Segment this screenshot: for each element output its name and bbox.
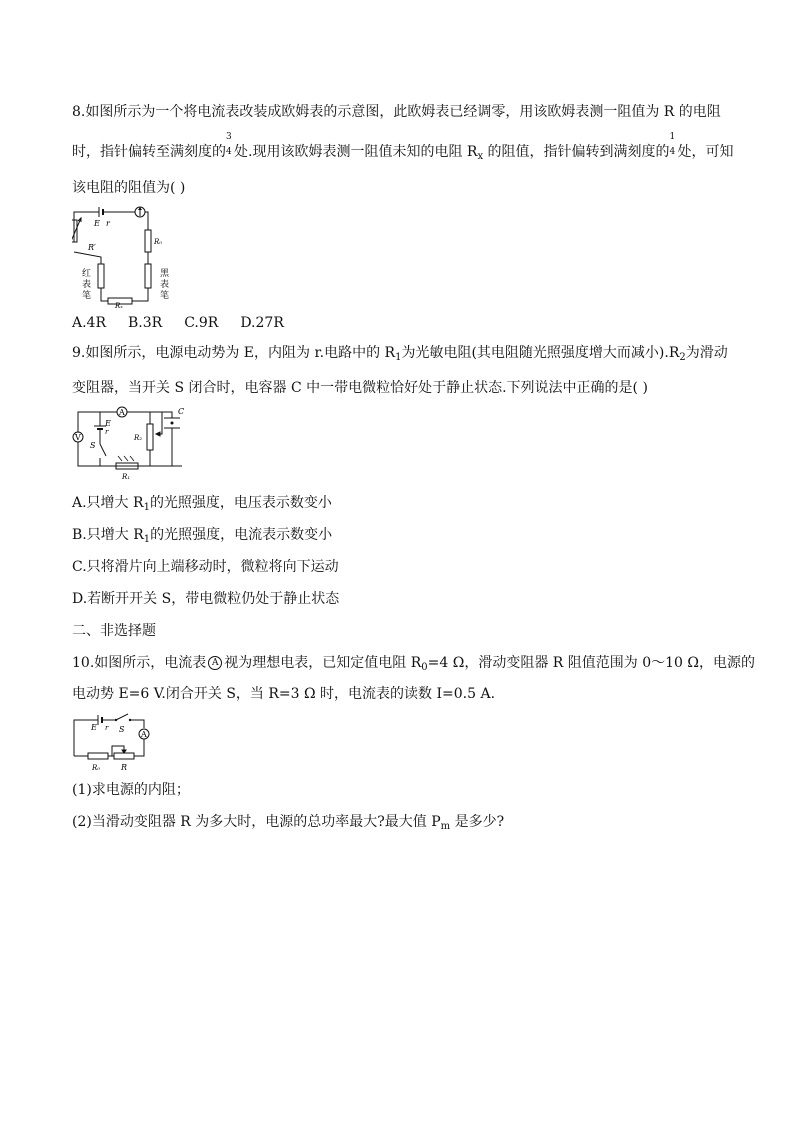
q9-label-R2: R₂ <box>134 434 143 442</box>
q9-line-1: 9.如图所示，电源电动势为 E，内阻为 r.电路中的 $R_1$为光敏电阻(其电阻随光照强度增大而减小)$.R_2$为滑动 <box>72 345 728 363</box>
q9-label-C: C <box>178 407 185 416</box>
q8-label-red-2: 表 <box>82 280 92 290</box>
q8-label-black-3: 笔 <box>160 291 170 301</box>
q9-label-V: V <box>75 433 81 442</box>
q8-label-red-1: 红 <box>82 269 92 279</box>
q9-option-d: D.若断开开关 S，带电微粒仍处于静止状态 <box>72 591 340 607</box>
q9-label-E: E <box>105 419 111 428</box>
q8-line-3: 该电阻的阻值为( ) <box>72 180 186 196</box>
q8-label-black-1: 黑 <box>160 269 170 279</box>
q10-label-E: E <box>91 723 97 732</box>
q10-label-S: S <box>119 725 125 734</box>
q9-label-S: S <box>90 441 96 450</box>
q10-label-A: A <box>141 730 147 739</box>
q9-option-b: B.只增大 $R_1$的光照强度，电流表示数变小 <box>72 527 333 545</box>
q10-label-r: r <box>105 724 109 732</box>
q10-label-R: R <box>121 763 128 772</box>
q8-option-a: A.4R <box>72 315 107 331</box>
q8-label-Rprime: R′ <box>88 243 96 252</box>
fraction-three-quarters: 3 4 <box>226 132 232 157</box>
fraction-one-quarter: 1 4 <box>669 132 676 157</box>
q9-label-r: r <box>105 428 109 436</box>
q9-option-c: C.只将滑片向上端移动时，微粒将向下运动 <box>72 559 339 575</box>
q8-label-E: E <box>94 219 100 228</box>
ammeter-icon: A <box>208 656 222 670</box>
q8-line-2: 时，指针偏转至满刻度的 3 4 处.现用该欧姆表测一阻值未知的电阻 $R_x$ 的阻值，指针偏转到满刻度的 1 4 处，可知 <box>72 132 734 162</box>
q10-circuit-diagram <box>72 708 156 774</box>
q9-option-a: A.只增大 $R_1$的光照强度，电压表示数变小 <box>72 495 332 513</box>
q9-line-2: 变阻器，当开关 S 闭合时，电容器 C 中一带电微粒恰好处于静止状态.下列说法中正确的是( ) <box>72 380 648 396</box>
q8-option-c: C.9R <box>184 315 219 331</box>
section-heading: 二、非选择题 <box>72 623 156 639</box>
q8-label-black-2: 表 <box>160 280 170 290</box>
q8-label-Rg: R₀ <box>154 238 163 246</box>
q10-line-2: 电动势 E=6 V.闭合开关 S，当 R=3 Ω 时，电流表的读数 I=0.5 A. <box>72 686 496 702</box>
q9-label-R1: R₁ <box>122 473 131 481</box>
q10-line-1: 10.如图所示，电流表 A 视为理想电表，已知定值电阻 $R_0=4$ Ω，滑动变阻器 R 阻值范围为 0～10 Ω，电源的 <box>72 655 756 673</box>
q10-part-2: (2)当滑动变阻器 R 为多大时，电源的总功率最大?最大值 $P_m$ 是多少? <box>72 814 505 832</box>
q8-circuit-drawing <box>72 202 182 308</box>
q10-part-1: (1)求电源的内阻； <box>72 782 190 798</box>
q8-line-1: 8.如图所示为一个将电流表改装成欧姆表的示意图，此欧姆表已经调零，用该欧姆表测一阻值为 R 的电阻 <box>72 104 721 120</box>
q9-circuit-diagram <box>72 404 192 486</box>
q8-option-d: D.27R <box>240 315 284 331</box>
q8-label-Rx: Rₓ <box>115 302 123 308</box>
q10-label-R0: R₀ <box>92 764 101 772</box>
q8-label-red-3: 笔 <box>82 291 92 301</box>
q9-label-A: A <box>119 408 125 417</box>
q8-options <box>72 313 728 333</box>
q8-label-r: r <box>106 219 110 228</box>
q8-option-b: B.3R <box>128 315 163 331</box>
